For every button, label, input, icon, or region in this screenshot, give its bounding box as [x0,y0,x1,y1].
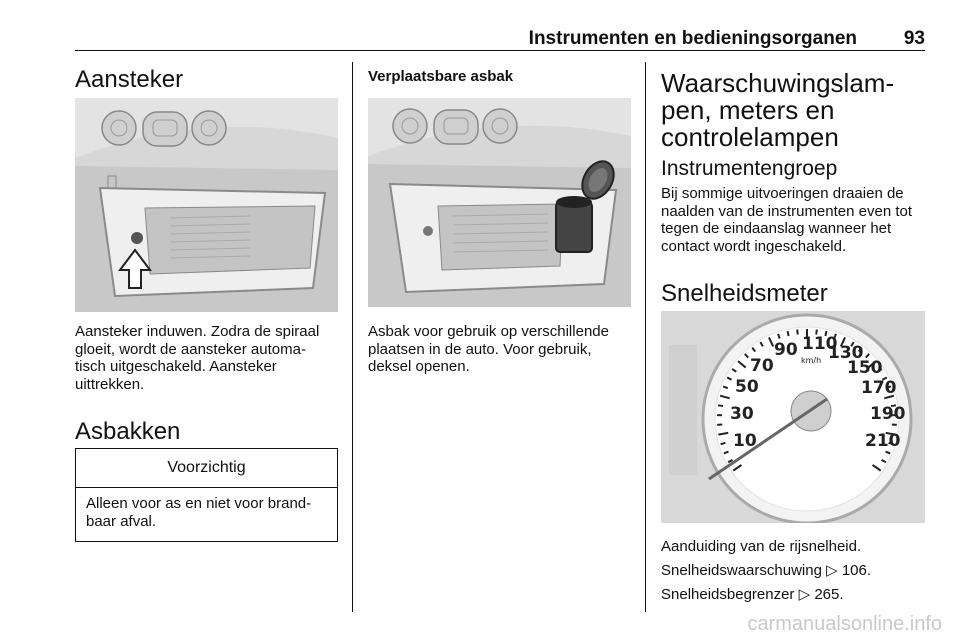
gauge-label: 130 [828,343,864,363]
text-line: plaatsen in de auto. Voor gebruik, [368,340,592,358]
heading-instrumentengroep: Instrumentengroep [661,157,838,180]
ref-text[interactable]: Snelheidswaarschuwing [661,562,822,579]
gauge-label: 150 [847,358,883,378]
text-line: uittrekken. [75,375,145,393]
caution-line: baar afval. [86,512,157,530]
title-line: controlelampen [661,122,839,152]
gauge-label: 30 [730,404,754,424]
ashtray-illustration [368,98,631,307]
ref-page[interactable]: 265. [814,586,844,603]
gauge-label: 70 [750,356,774,376]
gauge-tick [721,443,726,444]
gauge-label: 50 [735,377,759,397]
speedometer-figure [661,311,925,523]
column-divider [645,62,646,612]
gauge-label: 170 [861,378,897,398]
text-line: contact wordt ingeschakeld. [661,237,847,255]
lighter-paragraph [75,323,345,393]
heading-verplaatsbare-asbak: Verplaatsbare asbak [368,68,514,85]
title-line: pen, meters en [661,95,835,125]
text-line: Asbak voor gebruik op verschillende [368,323,609,340]
caution-box [75,448,338,542]
ashtray-paragraph [368,323,643,376]
speed-warning-ref [661,561,871,579]
text-line: tegen de eindaanslag wanneer het [661,220,892,237]
gauge-label: 110 [802,334,838,354]
gauge-label: 10 [733,431,757,451]
ref-arrow-icon: ▷ [826,562,838,579]
text-line: naalden van de instrumenten even tot [661,202,913,220]
ref-page[interactable]: 106. [841,562,872,579]
header-title: Instrumenten en bedieningsorganen [528,28,857,49]
text-line: tisch uitgeschakeld. Aansteker [75,358,277,375]
caution-body [76,488,337,537]
text-line: Bij sommige uitvoeringen draaien de [661,185,904,202]
lighter-figure [75,98,338,312]
gauge-label: 90 [774,340,798,360]
ashtray-figure [368,98,631,307]
heading-aansteker: Aansteker [75,66,184,93]
page-header [75,28,925,52]
page-number: 93 [903,28,925,49]
text-line: deksel openen. [368,358,470,375]
ref-text[interactable]: Snelheidsbegrenzer [661,586,795,603]
gauge-label: 210 [865,431,901,451]
caution-line: Alleen voor as en niet voor brand- [86,495,312,512]
text-line: Aansteker induwen. Zodra de spiraal [75,323,320,340]
lighter-illustration [75,98,338,312]
title-line: Waarschuwingslam- [661,68,895,98]
instrument-paragraph [661,185,933,255]
gauge-tick [797,330,798,335]
speed-line: Aanduiding van de rijsnelheid. [661,538,862,555]
watermark: carmanualsonline.info [747,613,942,635]
gauge-label: 190 [870,404,906,424]
heading-asbakken: Asbakken [75,418,181,445]
speed-limiter-ref [661,585,844,603]
text-line: gloeit, wordt de aansteker automa- [75,340,306,358]
gauge-tick [718,405,723,406]
header-rule [75,50,925,51]
speedometer-illustration [661,311,925,523]
ref-arrow-icon: ▷ [798,586,811,603]
gauge-unit: km/h [801,356,822,365]
section-title [661,70,894,151]
heading-snelheidsmeter: Snelheidsmeter [661,280,828,307]
column-divider [352,62,353,612]
gauge-tick [788,331,789,336]
caution-title: Voorzichtig [76,449,337,488]
